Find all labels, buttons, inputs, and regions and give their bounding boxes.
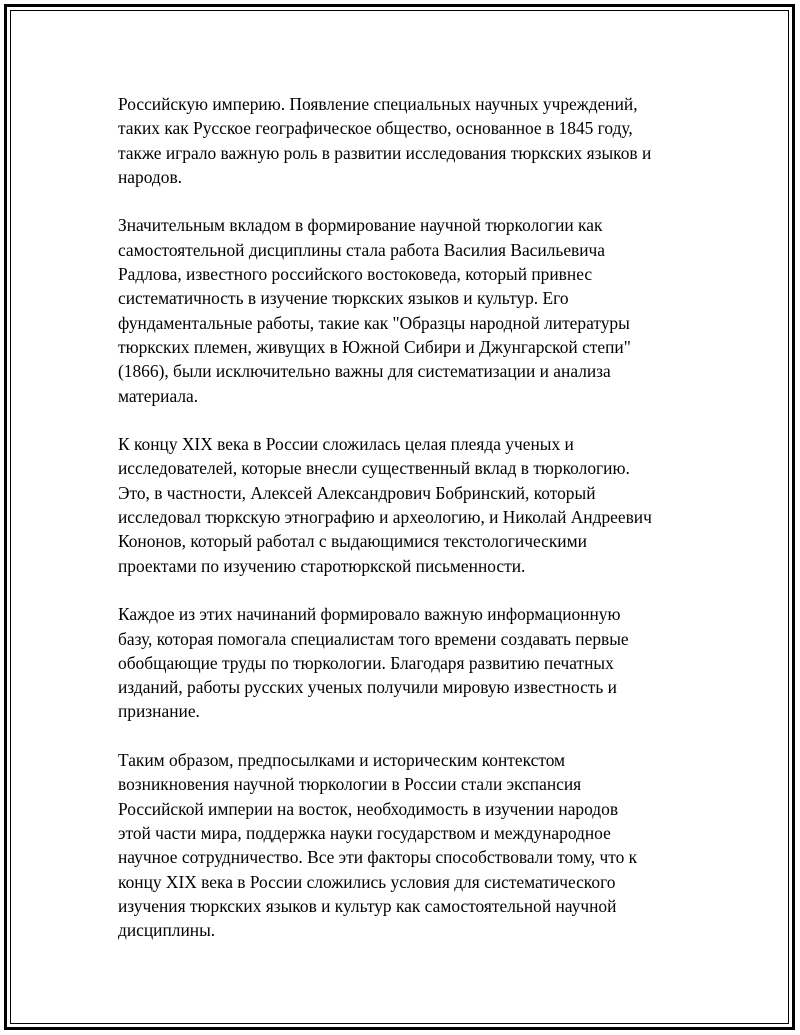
paragraph: Каждое из этих начинаний формировало важную информационную базу, которая помогала специалистам того времени создавать первые обобщающие труды по тюркологии. Благодаря развитию печатных изданий, работы русских ученых получили мировую известность и признание. [118, 604, 629, 722]
paragraph: Российскую империю. Появление специальных научных учреждений, таких как Русское географическое общество, основанное в 1845 году, также играло важную роль в развитии исследования тюркских языков и народов. [118, 94, 652, 187]
paragraph: Таким образом, предпосылками и историческим контекстом возникновения научной тюркологии в России стали экспансия Российской империи на восток, необходимость в изучении народов этой части мира, поддержка науки государством и международное научное сотрудничество. Все эти факторы способствовали тому, что к концу XIX века в России сложились условия для систематического изучения тюркских языков и культур как самостоятельной научной дисциплины. [118, 750, 638, 941]
paragraph: Значительным вкладом в формирование научной тюркологии как самостоятельной дисциплины стала работа Василия Васильевича Радлова, известного российского востоковеда, который привнес систематичность в изучение тюркских языков и культур. Его фундаментальные работы, такие как "Образцы народной литературы тюркских племен, живущих в Южной Сибири и Джунгарской степи" (1866), были исключительно важны для систематизации и анализа материала. [118, 215, 631, 406]
document-body [118, 92, 698, 967]
paragraph: К концу XIX века в России сложилась целая плеяда ученых и исследователей, которые внесли существенный вклад в тюркологию. Это, в частности, Алексей Александрович Бобринский, который исследовал тюркскую этнографию и археологию, и Николай Андреевич Кононов, который работал с выдающимися текстологическими проектами по изучению старотюркской письменности. [118, 434, 652, 576]
